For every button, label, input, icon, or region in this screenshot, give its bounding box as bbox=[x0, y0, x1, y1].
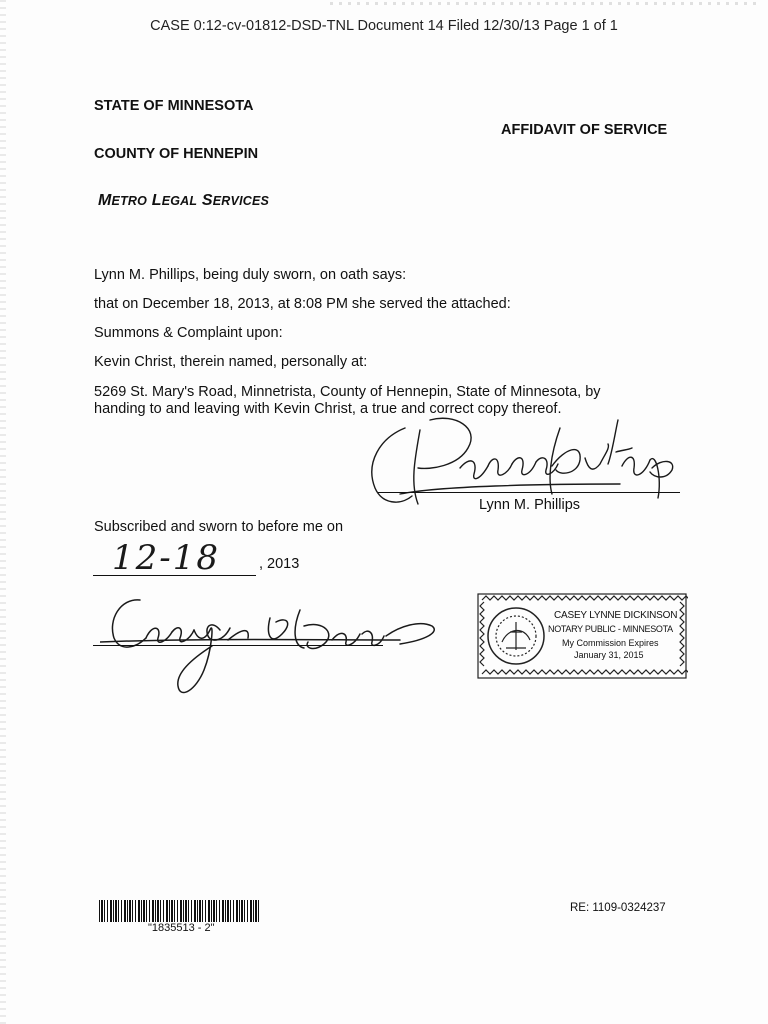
jurat-year: , 2013 bbox=[259, 556, 300, 572]
signer-name: Lynn M. Phillips bbox=[479, 497, 581, 513]
oath-paragraph: Lynn M. Phillips, being duly sworn, on oath says: bbox=[94, 267, 407, 283]
firm-word-2-cap: L bbox=[151, 192, 162, 209]
notary-name: CASEY LYNNE DICKINSON bbox=[554, 610, 678, 621]
notary-signature bbox=[100, 590, 440, 705]
commission-date: January 31, 2015 bbox=[574, 650, 644, 660]
firm-word-2-rest: EGAL bbox=[161, 194, 198, 208]
stamp-border bbox=[476, 592, 688, 680]
barcode-number: "1835513 - 2" bbox=[148, 922, 215, 934]
county-label: COUNTY OF HENNEPIN bbox=[94, 146, 259, 162]
address-line-1: 5269 St. Mary's Road, Minnetrista, County of Hennepin, State of Minnesota, by bbox=[94, 384, 601, 400]
notary-stamp bbox=[476, 592, 688, 680]
reference-number: RE: 1109-0324237 bbox=[570, 902, 666, 914]
firm-word-3-cap: S bbox=[201, 192, 213, 209]
signature-line bbox=[378, 492, 680, 493]
jurat-text: Subscribed and sworn to before me on bbox=[94, 519, 344, 535]
date-line bbox=[93, 575, 256, 576]
handwritten-date: 12-18 bbox=[112, 538, 221, 578]
notary-title: NOTARY PUBLIC - MINNESOTA bbox=[548, 624, 673, 634]
commission-label: My Commission Expires bbox=[562, 638, 659, 648]
document-title: AFFIDAVIT OF SERVICE bbox=[501, 122, 668, 138]
state-label: STATE OF MINNESOTA bbox=[94, 98, 254, 114]
firm-word-3-rest: ERVICES bbox=[212, 194, 270, 208]
documents-served: Summons & Complaint upon: bbox=[94, 325, 283, 341]
barcode bbox=[99, 900, 259, 922]
recipient-paragraph: Kevin Christ, therein named, personally at: bbox=[94, 354, 368, 370]
address-line-2: handing to and leaving with Kevin Christ, a true and correct copy thereof. bbox=[94, 401, 562, 417]
scan-edge-artifact bbox=[0, 0, 6, 1024]
service-paragraph: that on December 18, 2013, at 8:08 PM she served the attached: bbox=[94, 296, 511, 312]
notary-signature-line bbox=[93, 645, 383, 646]
firm-name bbox=[98, 192, 269, 210]
case-header: CASE 0:12-cv-01812-DSD-TNL Document 14 Filed 12/30/13 Page 1 of 1 bbox=[150, 18, 618, 34]
firm-word-1-cap: M bbox=[98, 192, 112, 209]
firm-word-1-rest: ETRO bbox=[111, 194, 148, 208]
scan-top-artifact bbox=[330, 2, 760, 5]
